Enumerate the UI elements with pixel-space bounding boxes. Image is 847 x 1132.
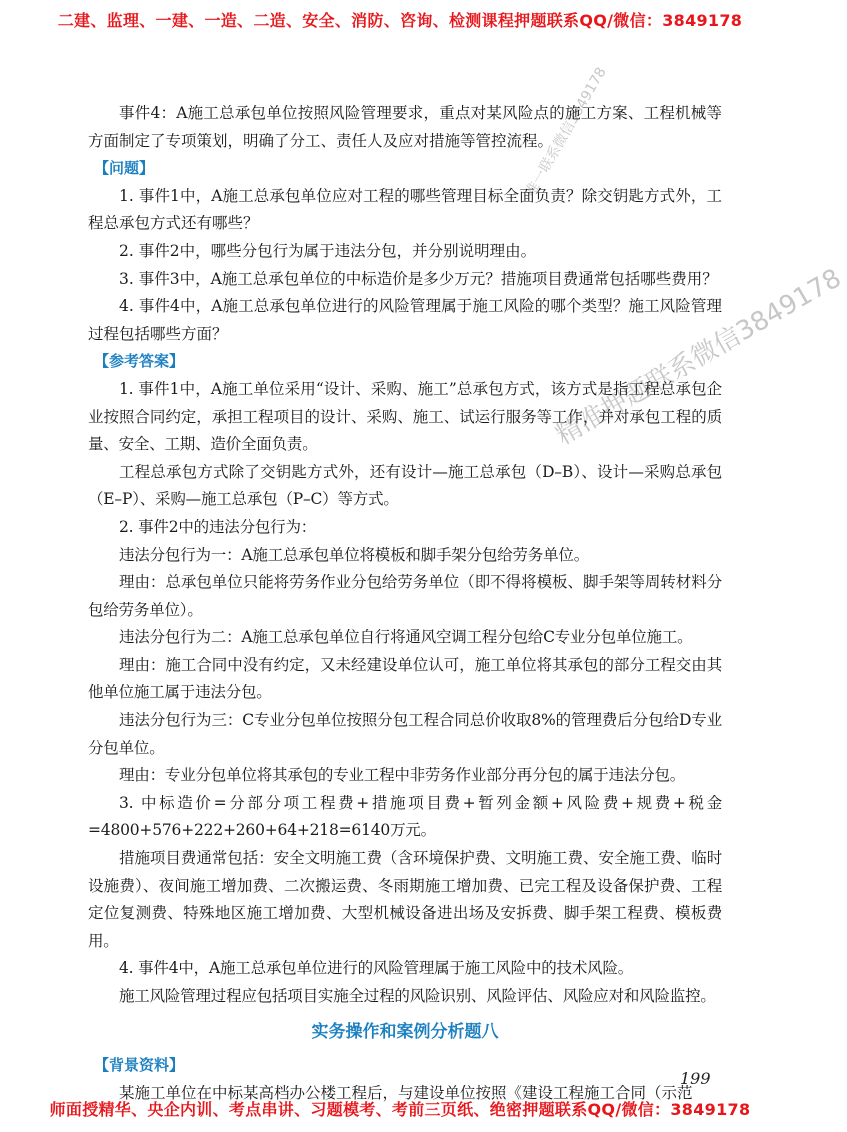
- answer-paragraph: 理由：专业分包单位将其承包的专业工程中非劳务作业部分再分包的属于违法分包。: [119, 766, 686, 785]
- document-body: [88, 100, 722, 1107]
- answer-paragraph: 3. 中标造价=分部分项工程费+措施项目费+暂列金额+风险费+规费+税金=4800+576+222+260+64+218=6140万元。: [88, 793, 722, 840]
- answer-paragraph: 违法分包行为二：A施工总承包单位自行将通风空调工程分包给C专业分包单位施工。: [119, 628, 693, 647]
- answer-paragraph: 工程总承包方式除了交钥匙方式外，还有设计—施工总承包（D–B）、设计—采购总承包（E–P）、采购—施工总承包（P–C）等方式。: [88, 462, 722, 509]
- question-item: 2. 事件2中，哪些分包行为属于违法分包，并分别说明理由。: [119, 241, 537, 260]
- questions-heading: 【问题】: [94, 159, 155, 178]
- question-item: 4. 事件4中，A施工总承包单位进行的风险管理属于施工风险的哪个类型？施工风险管理过程包括哪些方面？: [88, 297, 722, 343]
- answer-paragraph: 1. 事件1中，A施工单位采用“设计、采购、施工”总承包方式，该方式是指工程总承包企业按照合同约定，承担工程项目的设计、采购、施工、试运行服务等工作，并对承包工程的质量、安全、工期、造价全面负责。: [88, 379, 722, 454]
- answer-paragraph: 违法分包行为三：C专业分包单位按照分包工程合同总价收取8%的管理费后分包给D专业分包单位。: [88, 711, 722, 757]
- background-paragraph: 某施工单位在中标某高档办公楼工程后，与建设单位按照《建设工程施工合同（示范: [119, 1083, 693, 1102]
- bottom-promo-banner: 师面授精华、央企内训、考点串讲、习题模考、考前三页纸、绝密押题联系QQ/微信：3849178: [49, 1100, 751, 1119]
- answer-paragraph: 施工风险管理过程应包括项目实施全过程的风险识别、风险评估、风险应对和风险监控。: [119, 987, 716, 1005]
- answers-heading: 【参考答案】: [94, 352, 185, 371]
- event-4-paragraph: 事件4：A施工总承包单位按照风险管理要求，重点对某风险点的施工方案、工程机械等方面制定了专项策划，明确了分工、责任人及应对措施等管控流程。: [88, 104, 722, 150]
- answer-paragraph: 措施项目费通常包括：安全文明施工费（含环境保护费、文明施工费、安全施工费、临时设施费）、夜间施工增加费、二次搬运费、冬雨期施工增加费、已完工程及设备保护费、工程定位复测费、特殊地区施工增加费、大型机械设备进出场及安拆费、脚手架工程费、模板费用。: [88, 849, 722, 950]
- answer-paragraph: 理由：总承包单位只能将劳务作业分包给劳务单位（即不得将模板、脚手架等周转材料分包给劳务单位）。: [88, 573, 722, 619]
- question-item: 3. 事件3中，A施工总承包单位的中标造价是多少万元？措施项目费通常包括哪些费用？: [119, 269, 718, 288]
- background-heading: 【背景资料】: [94, 1056, 185, 1075]
- top-promo-banner: 二建、监理、一建、一造、二造、安全、消防、咨询、检测课程押题联系QQ/微信：3849178: [57, 11, 743, 30]
- question-item: 1. 事件1中，A施工总承包单位应对工程的哪些管理目标全面负责？除交钥匙方式外，工程总承包方式还有哪些？: [88, 186, 722, 233]
- watermark-text: 唯一联系微信3849178: [522, 64, 610, 200]
- watermark-text: 精准押题联系微信3849178: [551, 263, 847, 452]
- answer-paragraph: 违法分包行为一：A施工总承包单位将模板和脚手架分包给劳务单位。: [119, 545, 589, 564]
- page-number: 199: [680, 1069, 711, 1088]
- answer-paragraph: 理由：施工合同中没有约定，又未经建设单位认可，施工单位将其承包的部分工程交由其他单位施工属于违法分包。: [88, 655, 722, 702]
- answer-paragraph: 4. 事件4中，A施工总承包单位进行的风险管理属于施工风险中的技术风险。: [119, 959, 634, 978]
- answer-paragraph: 2. 事件2中的违法分包行为：: [119, 517, 317, 536]
- section-title: 实务操作和案例分析题八: [311, 1021, 499, 1042]
